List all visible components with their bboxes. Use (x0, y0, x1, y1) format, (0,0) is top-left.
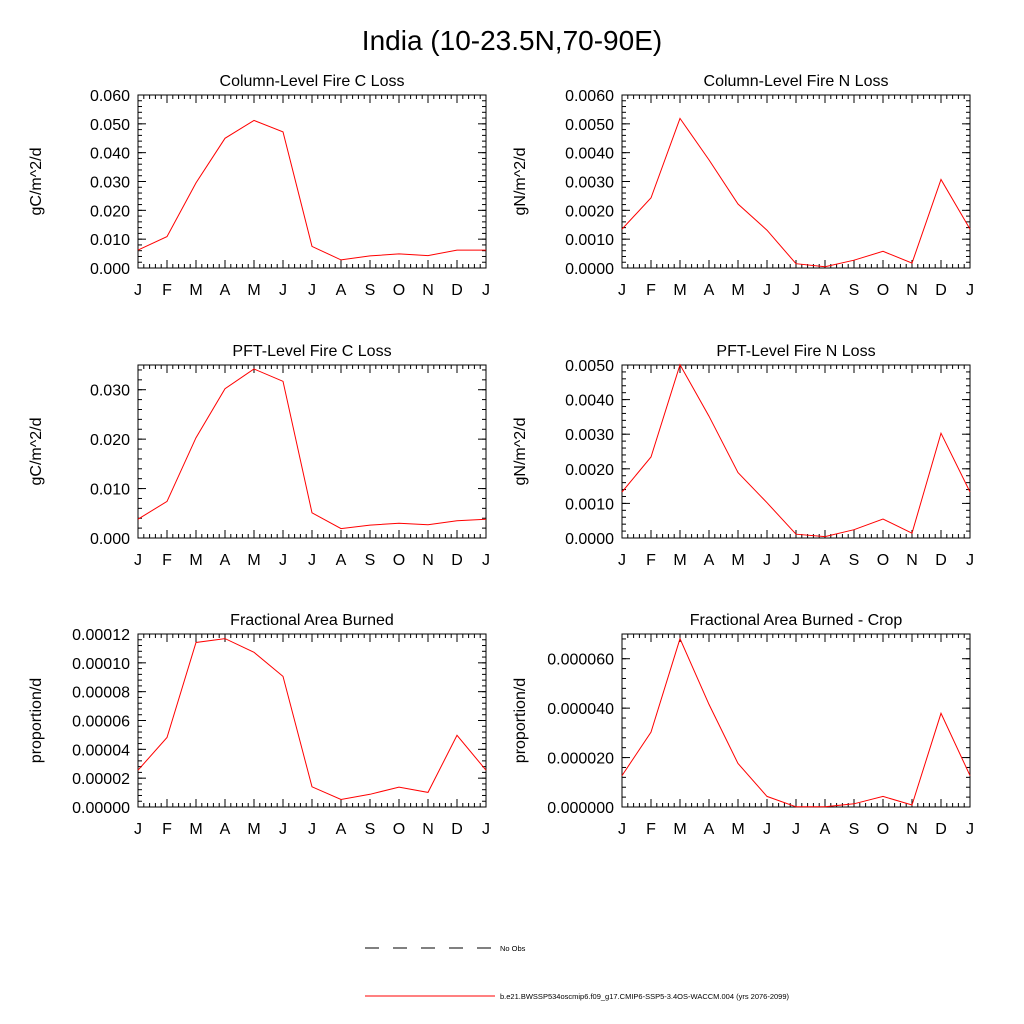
y-tick-label: 0.000040 (547, 701, 614, 719)
x-tick-label: M (247, 821, 261, 838)
x-tick-label: J (134, 552, 142, 569)
chart-panel-2 (512, 73, 974, 299)
y-tick-label: 0.0050 (565, 358, 614, 375)
series-line (622, 118, 970, 266)
x-tick-label: J (134, 282, 142, 299)
y-tick-label: 0.010 (89, 481, 130, 499)
x-tick-label: J (618, 821, 626, 838)
x-tick-label: M (247, 282, 261, 299)
y-tick-label: 0.020 (89, 203, 130, 221)
x-tick-label: J (279, 552, 287, 569)
series-line (138, 639, 486, 800)
x-tick-label: F (162, 821, 172, 838)
series-line (622, 639, 970, 807)
x-tick-label: M (189, 552, 203, 569)
y-axis-label: gN/m^2/d (512, 147, 529, 216)
x-tick-label: D (451, 552, 463, 569)
y-tick-label: 0.00004 (72, 742, 130, 760)
x-tick-label: A (703, 282, 715, 299)
y-axis-label: proportion/d (28, 677, 45, 764)
y-axis-label: gC/m^2/d (28, 147, 45, 216)
x-tick-label: A (703, 552, 715, 569)
x-tick-label: J (618, 552, 626, 569)
x-tick-label: N (422, 282, 434, 299)
x-tick-label: S (848, 821, 860, 838)
legend-label-model-run: b.e21.BWSSP534oscmip6.f09_g17.CMIP6-SSP5-3.4OS-WACCM.004 (yrs 2076-2099) (500, 992, 790, 1001)
series-line (138, 369, 486, 529)
x-tick-label: J (482, 552, 490, 569)
x-tick-label: F (162, 282, 172, 299)
x-tick-label: A (219, 282, 231, 299)
y-axis-label: gN/m^2/d (512, 417, 529, 486)
x-tick-label: J (763, 821, 771, 838)
series-line (138, 120, 486, 260)
x-tick-label: N (422, 552, 434, 569)
x-tick-label: M (673, 282, 687, 299)
x-tick-label: N (906, 552, 918, 569)
y-tick-label: 0.030 (89, 382, 130, 400)
y-tick-label: 0.0010 (565, 232, 614, 250)
y-tick-label: 0.000020 (547, 750, 614, 768)
y-tick-label: 0.0000 (565, 261, 614, 278)
x-tick-label: J (308, 282, 316, 299)
x-tick-label: D (451, 821, 463, 838)
y-tick-label: 0.00000 (72, 800, 130, 817)
x-tick-label: A (703, 821, 715, 838)
y-tick-label: 0.0030 (565, 427, 614, 445)
x-tick-label: N (906, 282, 918, 299)
x-tick-label: J (308, 821, 316, 838)
y-tick-label: 0.020 (89, 432, 130, 450)
x-tick-label: O (392, 552, 406, 569)
x-tick-label: S (848, 282, 860, 299)
x-tick-label: F (162, 552, 172, 569)
x-tick-label: S (364, 282, 376, 299)
y-tick-label: 0.050 (89, 116, 130, 134)
x-tick-label: J (966, 282, 974, 299)
y-tick-label: 0.0040 (565, 392, 614, 410)
x-tick-label: J (279, 282, 287, 299)
y-tick-label: 0.00012 (72, 627, 130, 644)
x-tick-label: S (364, 552, 376, 569)
y-axis-label: gC/m^2/d (28, 417, 45, 486)
x-tick-label: M (189, 282, 203, 299)
panel-title: Column-Level Fire C Loss (219, 73, 405, 90)
chart-panels (28, 73, 974, 838)
x-tick-label: O (876, 282, 890, 299)
x-tick-label: D (935, 821, 947, 838)
plot-frame (622, 95, 970, 268)
y-tick-label: 0.030 (89, 174, 130, 192)
x-tick-label: A (819, 552, 831, 569)
y-tick-label: 0.00008 (72, 684, 130, 702)
x-tick-label: J (763, 552, 771, 569)
x-tick-label: J (482, 821, 490, 838)
x-tick-label: J (966, 821, 974, 838)
x-tick-label: O (876, 821, 890, 838)
y-tick-label: 0.010 (89, 232, 130, 250)
x-tick-label: A (819, 821, 831, 838)
x-tick-label: J (618, 282, 626, 299)
y-tick-label: 0.00006 (72, 713, 130, 731)
y-tick-label: 0.0040 (565, 145, 614, 163)
x-tick-label: M (731, 821, 745, 838)
series-line (622, 365, 970, 537)
x-tick-label: F (646, 552, 656, 569)
x-tick-label: A (819, 282, 831, 299)
panel-title: PFT-Level Fire N Loss (716, 343, 876, 360)
chart-panel-3 (28, 343, 490, 569)
legend (365, 944, 790, 1001)
legend-label-no-obs: No Obs (500, 944, 526, 953)
x-tick-label: N (906, 821, 918, 838)
y-tick-label: 0.0010 (565, 496, 614, 514)
x-tick-label: J (134, 821, 142, 838)
x-tick-label: F (646, 282, 656, 299)
y-axis-label: proportion/d (512, 677, 529, 764)
y-tick-label: 0.0000 (565, 531, 614, 548)
x-tick-label: J (279, 821, 287, 838)
y-tick-label: 0.060 (89, 88, 130, 105)
x-tick-label: A (219, 821, 231, 838)
x-tick-label: S (848, 552, 860, 569)
x-tick-label: M (731, 552, 745, 569)
x-tick-label: J (966, 552, 974, 569)
y-tick-label: 0.000000 (547, 800, 614, 817)
y-tick-label: 0.0050 (565, 116, 614, 134)
chart-panel-6 (512, 612, 974, 838)
x-tick-label: D (935, 282, 947, 299)
y-tick-label: 0.00002 (72, 771, 130, 789)
x-tick-label: A (335, 552, 347, 569)
x-tick-label: M (731, 282, 745, 299)
y-tick-label: 0.0020 (565, 203, 614, 221)
x-tick-label: O (392, 821, 406, 838)
chart-panel-1 (28, 73, 490, 299)
y-tick-label: 0.00010 (72, 655, 130, 673)
y-tick-label: 0.0030 (565, 174, 614, 192)
panel-title: Fractional Area Burned (230, 612, 394, 629)
panel-title: Fractional Area Burned - Crop (689, 612, 903, 629)
y-tick-label: 0.040 (89, 145, 130, 163)
x-tick-label: N (422, 821, 434, 838)
y-tick-label: 0.0060 (565, 88, 614, 105)
x-tick-label: J (763, 282, 771, 299)
x-tick-label: J (792, 552, 800, 569)
x-tick-label: A (335, 821, 347, 838)
y-tick-label: 0.000 (89, 261, 130, 278)
x-tick-label: A (335, 282, 347, 299)
chart-panel-4 (512, 343, 974, 569)
x-tick-label: M (189, 821, 203, 838)
x-tick-label: M (673, 552, 687, 569)
x-tick-label: O (392, 282, 406, 299)
x-tick-label: F (646, 821, 656, 838)
y-tick-label: 0.000060 (547, 651, 614, 669)
chart-panel-5 (28, 612, 490, 838)
x-tick-label: M (673, 821, 687, 838)
x-tick-label: S (364, 821, 376, 838)
x-tick-label: J (792, 282, 800, 299)
y-tick-label: 0.000 (89, 531, 130, 548)
x-tick-label: D (451, 282, 463, 299)
x-tick-label: O (876, 552, 890, 569)
x-tick-label: D (935, 552, 947, 569)
x-tick-label: J (482, 282, 490, 299)
x-tick-label: M (247, 552, 261, 569)
x-tick-label: J (792, 821, 800, 838)
plot-frame (138, 95, 486, 268)
x-tick-label: J (308, 552, 316, 569)
x-tick-label: A (219, 552, 231, 569)
panel-title: PFT-Level Fire C Loss (232, 343, 392, 360)
figure-title: India (10-23.5N,70-90E) (361, 25, 663, 56)
y-tick-label: 0.0020 (565, 461, 614, 479)
plot-frame (622, 634, 970, 807)
panel-title: Column-Level Fire N Loss (703, 73, 889, 90)
